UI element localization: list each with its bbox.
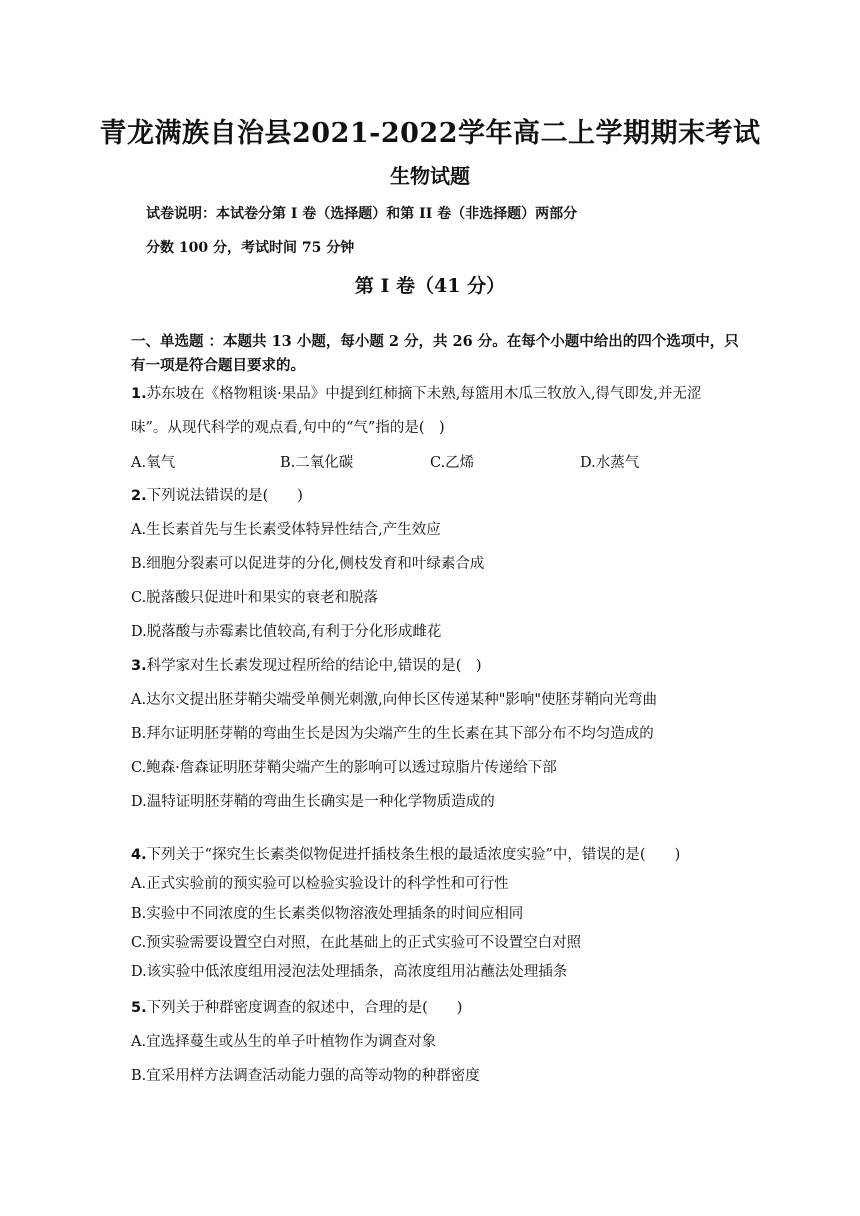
exam-note-line-1: 试卷说明：本试卷分第 I 卷（选择题）和第 II 卷（非选择题）两部分 — [146, 206, 578, 222]
question-1-option-c: C.乙烯 — [430, 455, 475, 471]
question-4-option-a: A.正式实验前的预实验可以检验实验设计的科学性和可行性 — [131, 876, 509, 892]
question-1-stem-line-2: 味”。从现代科学的观点看,句中的“气”指的是( ) — [131, 420, 445, 436]
exam-title: 青龙满族自治县2021-2022学年高二上学期期末考试 — [99, 118, 761, 149]
question-2-option-d: D.脱落酸与赤霉素比值较高,有利于分化形成雌花 — [131, 624, 442, 640]
question-2-option-b: B.细胞分裂素可以促进芽的分化,侧枝发育和叶绿素合成 — [131, 556, 485, 572]
question-3-number: 3. — [131, 658, 147, 674]
question-5-option-b: B.宜采用样方法调查活动能力强的高等动物的种群密度 — [131, 1068, 480, 1084]
question-3-stem — [131, 654, 482, 675]
question-2-option-a: A.生长素首先与生长素受体特异性结合,产生效应 — [131, 522, 441, 538]
question-1-stem-line-1 — [131, 382, 702, 403]
question-5-number: 5. — [131, 1000, 147, 1016]
question-3-option-d: D.温特证明胚芽鞘的弯曲生长确实是一种化学物质造成的 — [131, 794, 495, 810]
question-4-number: 4. — [131, 847, 147, 863]
question-2-stem-text: 下列说法错误的是( ) — [146, 488, 303, 504]
question-1-stem-text: 苏东坡在《格物粗谈·果品》中提到红柿摘下未熟,每篮用木瓜三牧放入,得气即发,并无涩 — [146, 386, 702, 402]
question-1-option-a: A.氧气 — [131, 455, 176, 471]
question-3-option-a: A.达尔文提出胚芽鞘尖端受单侧光刺激,向伸长区传递某种"影响"使胚芽鞘向光弯曲 — [131, 692, 658, 708]
question-1-number: 1. — [131, 386, 147, 402]
question-2-stem — [131, 484, 303, 505]
question-2-option-c: C.脱落酸只促进叶和果实的衰老和脱落 — [131, 590, 379, 606]
question-4-option-b: B.实验中不同浓度的生长素类似物溶液处理插条的时间应相同 — [131, 906, 524, 922]
exam-note-line-2: 分数 100 分，考试时间 75 分钟 — [146, 240, 355, 256]
question-1-option-d: D.水蒸气 — [580, 455, 640, 471]
question-4-option-d: D.该实验中低浓度组用浸泡法处理插条，高浓度组用沾蘸法处理插条 — [131, 964, 568, 980]
question-5-option-a: A.宜选择蔓生或丛生的单子叶植物作为调查对象 — [131, 1034, 437, 1050]
question-3-stem-text: 科学家对生长素发现过程所给的结论中,错误的是( ) — [146, 658, 482, 674]
question-4-stem — [131, 843, 680, 864]
question-4-option-c: C.预实验需要设置空白对照，在此基础上的正式实验可不设置空白对照 — [131, 935, 582, 951]
question-3-option-b: B.拜尔证明胚芽鞘的弯曲生长是因为尖端产生的生长素在其下部分布不均匀造成的 — [131, 726, 654, 742]
question-1-option-b: B.二氧化碳 — [280, 455, 354, 471]
question-3-option-c: C.鲍森·詹森证明胚芽鞘尖端产生的影响可以透过琼脂片传递给下部 — [131, 760, 557, 776]
part-title: 第 I 卷（41 分） — [354, 275, 506, 297]
section-heading: 一、单选题 ：本题共 13 小题，每小题 2 分，共 26 分。在每个小题中给出的四个选项中，只有一项是符合题目要求的。 — [131, 333, 739, 374]
question-2-number: 2. — [131, 488, 147, 504]
question-5-stem — [131, 996, 462, 1017]
exam-subtitle: 生物试题 — [390, 164, 470, 188]
question-5-stem-text: 下列关于种群密度调查的叙述中，合理的是( ) — [146, 1000, 463, 1016]
question-4-stem-text: 下列关于“探究生长素类似物促进扦插枝条生根的最适浓度实验”中，错误的是( ) — [146, 847, 681, 863]
